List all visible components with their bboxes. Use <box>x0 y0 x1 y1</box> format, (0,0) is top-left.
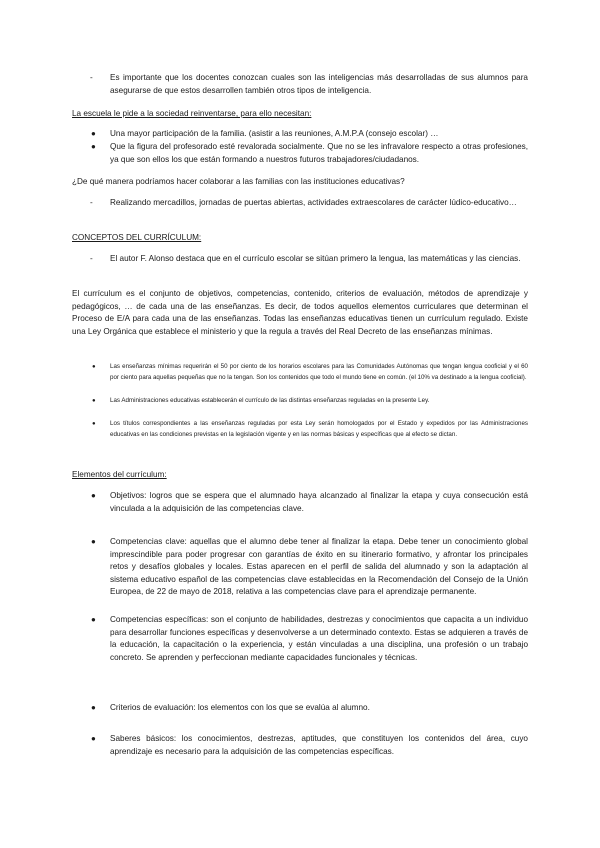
elements-item-text: Competencias específicas: son el conjunto de habilidades, destrezas y conocimientos que capacita a un individuo para desarrollar funciones específicas y desenvolverse a un determinado contexto. Estas se adquieren a través de la educación, la capacitación o la experiencia, y están vinculadas a una disciplina, una profesión o un trabajo concreto. Se aprenden y perfeccionan mediante capacidades funcionales y técnicas. <box>110 615 528 662</box>
families-dash-text: Realizando mercadillos, jornadas de puertas abiertas, actividades extraescolares de carácter lúdico-educativo… <box>110 198 517 207</box>
elements-item-text: Criterios de evaluación: los elementos con los que se evalúa al alumno. <box>110 703 370 712</box>
elements-item-text: Competencias clave: aquellas que el alumno debe tener al finalizar la etapa. Debe tener un conocimiento global imprescindible para poder progresar con garantías de éxito en su itinerario formativo, y afrontar los principales retos y desafíos globales y locales. Estas aparecen en el perfil de salida del alumnado y son la adaptación al sistema educativo español de las competencias clave establecidas en la Recomendación del Consejo de la Unión Europea, de 22 de mayo de 2018, relativa a las competencias clave para el aprendizaje permanente. <box>110 537 528 597</box>
school-item-1 <box>72 128 528 141</box>
small-item-2 <box>72 396 528 407</box>
school-item-text: Que la figura del profesorado esté revalorada socialmente. Que no se les infravalore respecto a otras profesiones, ya que son ellos los que están formando a nuestros futuros trabajadores/ciudadanos. <box>110 142 528 164</box>
dash-marker: - <box>90 254 93 263</box>
small-item-1 <box>72 362 528 383</box>
elements-item-competencias-especificas <box>72 614 528 664</box>
bullet-icon: ● <box>91 142 96 151</box>
small-item-text: Los títulos correspondientes a las enseñanzas reguladas por esta Ley serán homologados por el Estado y expedidos por las Administraciones educativas en las condiciones previstas en la legislación vigente y en las normas básicas y específicas que al efecto se dictan. <box>110 420 528 438</box>
bullet-icon: ● <box>91 615 96 624</box>
bullet-icon: ● <box>91 491 96 500</box>
concepts-heading: CONCEPTOS DEL CURRÍCULUM: <box>72 233 202 242</box>
concepts-dash-text: El autor F. Alonso destaca que en el currículo escolar se sitúan primero la lengua, las matemáticas y las ciencias. <box>110 254 521 263</box>
bullet-icon: ● <box>92 364 96 370</box>
small-item-3 <box>72 419 528 440</box>
families-dash-item <box>72 197 528 210</box>
bullet-icon: ● <box>91 129 96 138</box>
small-item-text: Las enseñanzas mínimas requerirán el 50 por ciento de los horarios escolares para las Comunidades Autónomas que tengan lengua cooficial y el 60 por ciento para aquellas pequeñas que no la tengan. Son los contenidos que todo el mundo tiene en común. (el 10% va destinado a la lengua cooficial). <box>110 363 528 381</box>
school-item-2 <box>72 141 528 166</box>
elements-item-competencias-clave <box>72 536 528 599</box>
elements-item-criterios <box>72 702 528 715</box>
intro-dash-text: Es importante que los docentes conozcan cuales son las inteligencias más desarrolladas de sus alumnos para asegurarse de que estos desarrollen también otros tipos de inteligencia. <box>110 73 528 95</box>
school-item-text: Una mayor participación de la familia. (asistir a las reuniones, A.M.P.A (consejo escolar) … <box>110 129 439 138</box>
curriculum-paragraph: El currículum es el conjunto de objetivos, competencias, contenido, criterios de evaluación, métodos de aprendizaje y pedagógicos, … de cada una de las enseñanzas. Es decir, de todos aquellos elementos curriculares que determinan el Proceso de E/A para cada una de las enseñanzas. Todas las enseñanzas educativas tienen un currículum regulado. Existe una Ley Orgánica que establece el ministerio y que la regula a través del Real Decreto de las enseñanzas mínimas. <box>72 289 528 336</box>
bullet-icon: ● <box>91 734 96 743</box>
concepts-dash-item <box>72 253 528 266</box>
bullet-icon: ● <box>92 421 96 427</box>
elements-item-text: Objetivos: logros que se espera que el alumnado haya alcanzado al finalizar la etapa y cuya consecución está vinculada a la adquisición de las competencias clave. <box>110 491 528 513</box>
small-item-text: Las Administraciones educativas establecerán el currículo de las distintas enseñanzas reguladas en la presente Ley. <box>110 397 430 404</box>
dash-marker: - <box>90 198 93 207</box>
bullet-icon: ● <box>91 703 96 712</box>
elements-item-saberes <box>72 733 528 758</box>
school-heading: La escuela le pide a la sociedad reinventarse, para ello necesitan: <box>72 109 312 118</box>
dash-marker: - <box>90 73 93 82</box>
bullet-icon: ● <box>91 537 96 546</box>
bullet-icon: ● <box>92 398 96 404</box>
elements-item-objetivos <box>72 490 528 515</box>
elements-item-text: Saberes básicos: los conocimientos, destrezas, aptitudes, que constituyen los contenidos del área, cuyo aprendizaje es necesario para la adquisición de las competencias específicas. <box>110 734 528 756</box>
families-question: ¿De qué manera podríamos hacer colaborar a las familias con las instituciones educativas? <box>72 177 405 186</box>
elements-heading: Elementos del currículum: <box>72 470 167 479</box>
intro-dash-item <box>72 72 528 97</box>
